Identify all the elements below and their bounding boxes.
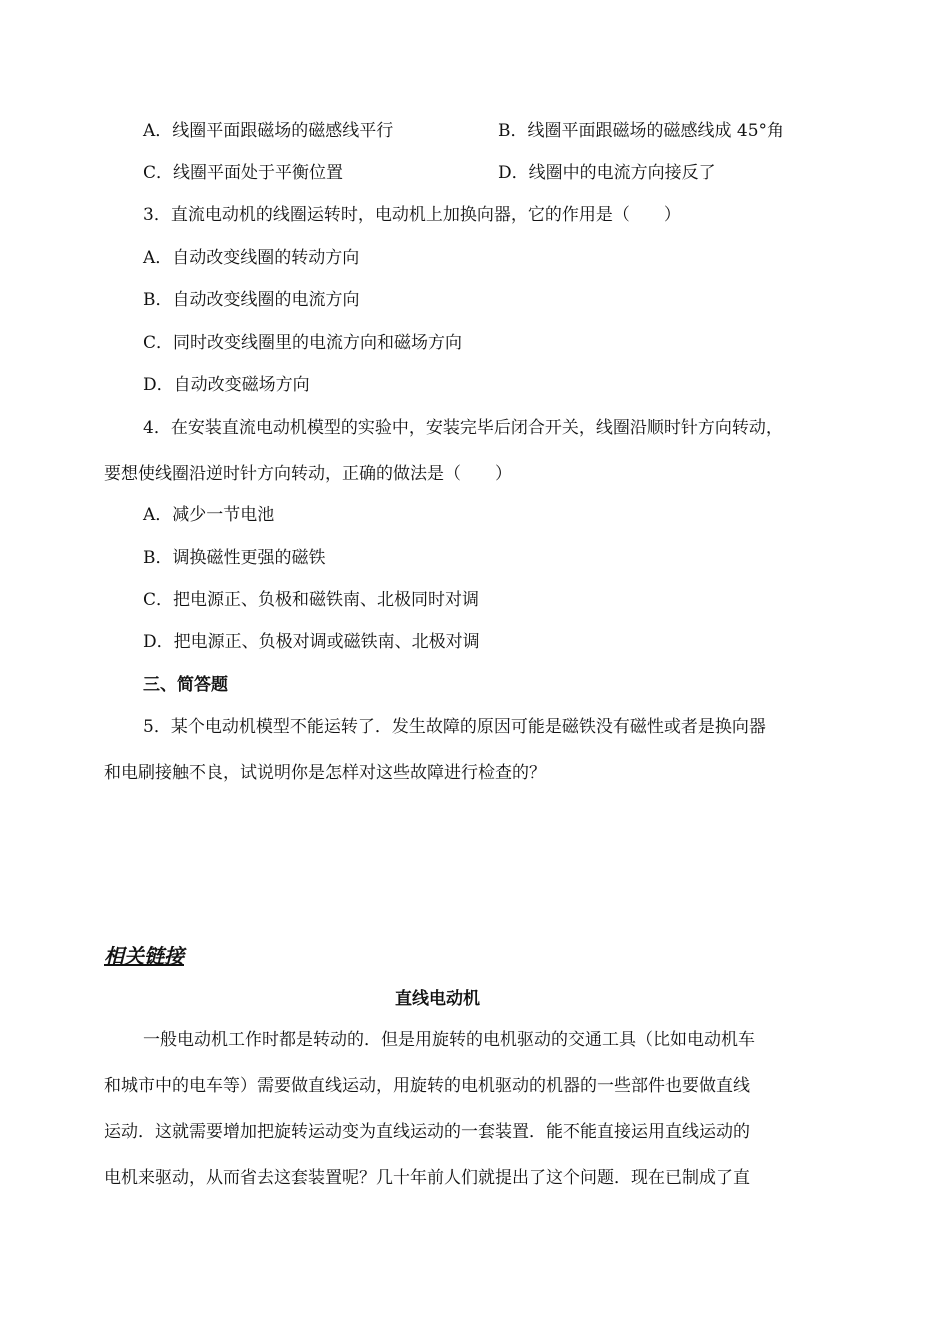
q4-option-c: C．把电源正、负极和磁铁南、北极同时对调 [143, 590, 480, 610]
q4-option-a: A．减少一节电池 [143, 505, 275, 525]
q3-option-b: B．自动改变线圈的电流方向 [143, 290, 360, 310]
q3-option-d: D．自动改变磁场方向 [143, 375, 310, 395]
section-heading-short-answer: 三、简答题 [143, 675, 228, 695]
q3-option-a: A．自动改变线圈的转动方向 [143, 248, 360, 268]
q4-option-d: D．把电源正、负极对调或磁铁南、北极对调 [143, 632, 480, 652]
q2-option-b: B．线圈平面跟磁场的磁感线成 45°角 [498, 121, 785, 141]
q3-stem: 3．直流电动机的线圈运转时，电动机上加换向器，它的作用是（ ） [143, 205, 681, 225]
article-paragraph-line: 运动．这就需要增加把旋转运动变为直线运动的一套装置．能不能直接运用直线运动的 [104, 1122, 750, 1142]
q5-line2: 和电刷接触不良，试说明你是怎样对这些故障进行检查的？ [104, 763, 546, 783]
article-paragraph-line: 电机来驱动，从而省去这套装置呢？几十年前人们就提出了这个问题．现在已制成了直 [104, 1168, 750, 1188]
q3-option-c: C．同时改变线圈里的电流方向和磁场方向 [143, 333, 463, 353]
q2-option-a: A．线圈平面跟磁场的磁感线平行 [143, 121, 394, 141]
article-paragraph-line: 一般电动机工作时都是转动的．但是用旋转的电机驱动的交通工具（比如电动机车 [143, 1030, 755, 1050]
q4-option-b: B．调换磁性更强的磁铁 [143, 548, 326, 568]
q4-stem-line2: 要想使线圈沿逆时针方向转动，正确的做法是（ ） [104, 464, 512, 484]
q5-line1: 5．某个电动机模型不能运转了．发生故障的原因可能是磁铁没有磁性或者是换向器 [143, 717, 766, 737]
related-links-heading: 相关链接 [104, 944, 184, 968]
q2-option-d: D．线圈中的电流方向接反了 [498, 163, 716, 183]
article-paragraph-line: 和城市中的电车等）需要做直线运动，用旋转的电机驱动的机器的一些部件也要做直线 [104, 1076, 750, 1096]
q4-stem-line1: 4．在安装直流电动机模型的实验中，安装完毕后闭合开关，线圈沿顺时针方向转动， [143, 418, 783, 438]
article-title: 直线电动机 [395, 989, 480, 1009]
q2-option-c: C．线圈平面处于平衡位置 [143, 163, 344, 183]
